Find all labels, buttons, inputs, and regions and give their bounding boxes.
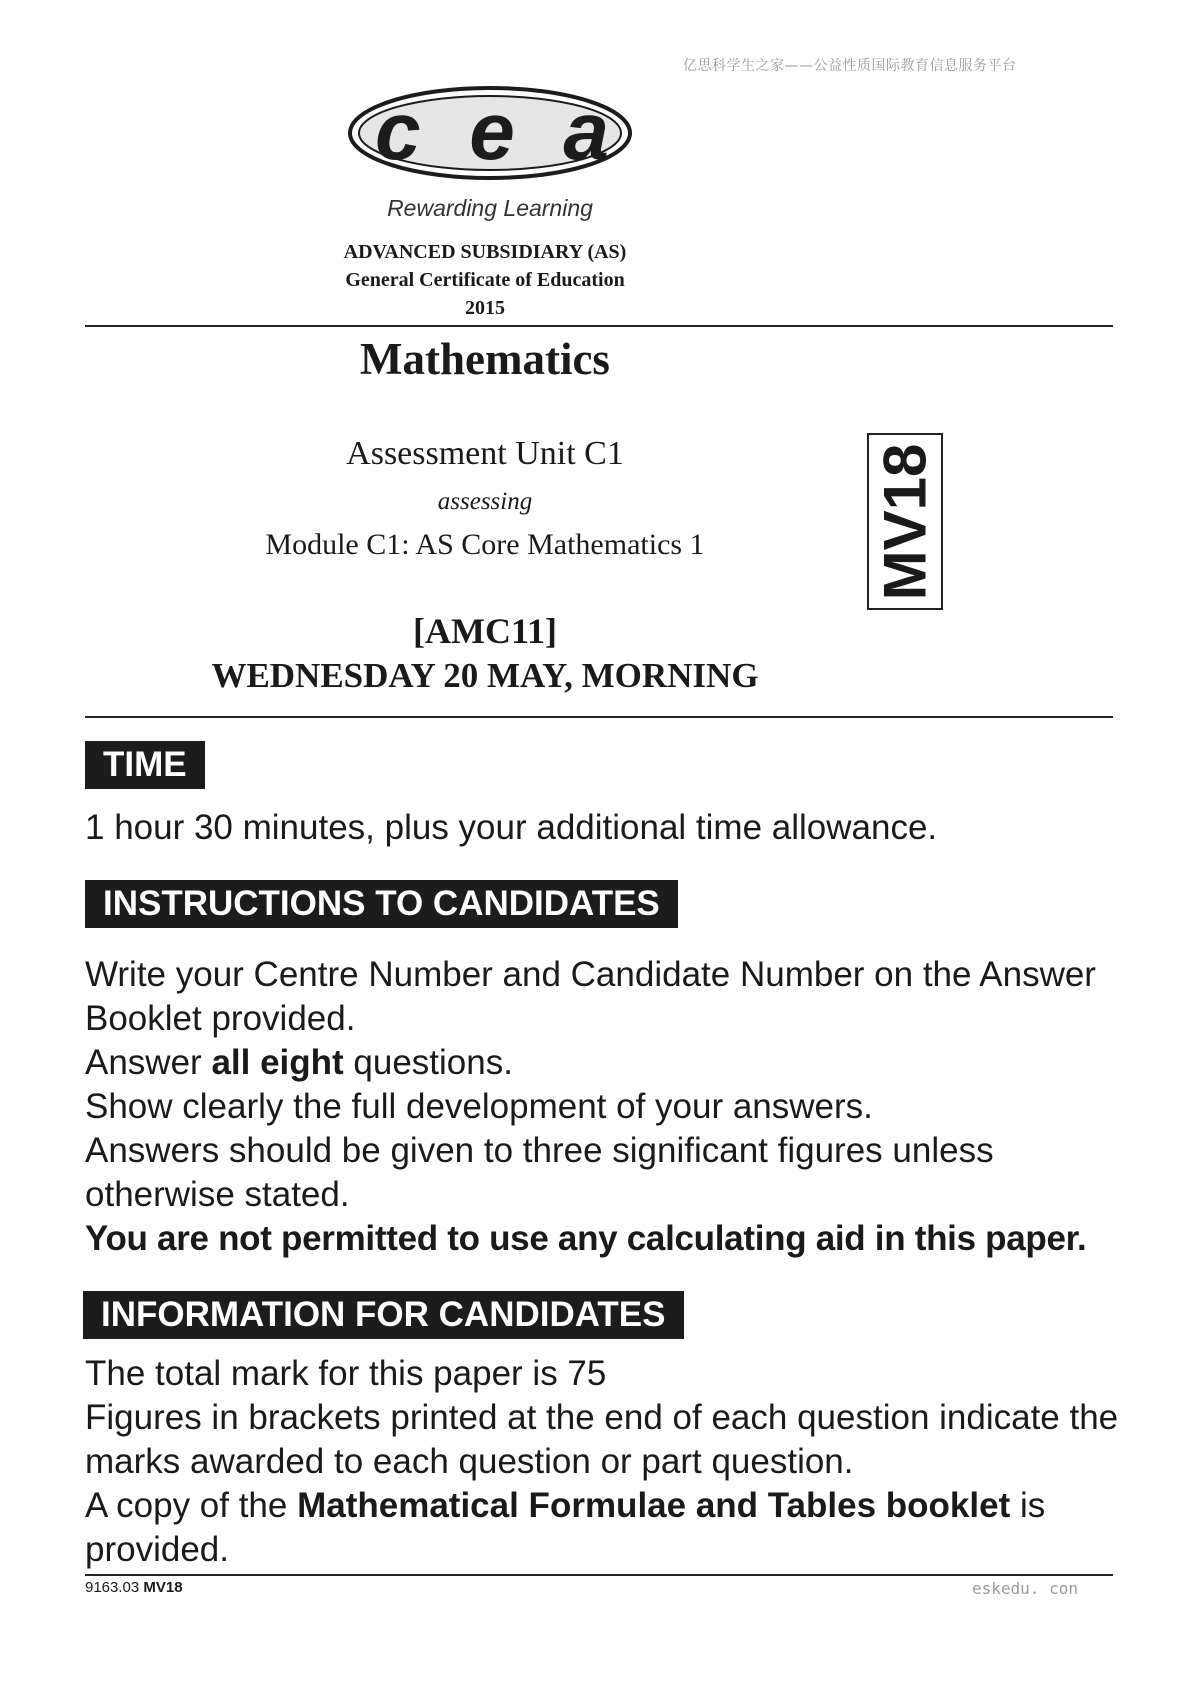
information-heading: INFORMATION FOR CANDIDATES (83, 1291, 684, 1339)
divider-bottom (85, 1574, 1113, 1576)
qualification-certificate: General Certificate of Education (345, 269, 625, 291)
assessing-label: assessing (437, 488, 533, 515)
information-line: A copy of the Mathematical Formulae and Tables booklet is provided. (85, 1486, 1046, 1569)
cea-logo (345, 83, 635, 183)
watermark-bottom: eskedu. con (972, 1579, 1078, 1598)
paper-code-box (867, 433, 943, 610)
footer-code: 9163.03 MV18 (85, 1579, 183, 1596)
time-heading: TIME (85, 741, 205, 789)
module-title: Module C1: AS Core Mathematics 1 (265, 528, 705, 561)
instructions-heading: INSTRUCTIONS TO CANDIDATES (85, 880, 678, 928)
exam-date: WEDNESDAY 20 MAY, MORNING (211, 656, 759, 695)
divider-top (85, 325, 1113, 327)
information-line: Figures in brackets printed at the end of each question indicate the marks awarded to each question or part question. (85, 1398, 1119, 1481)
paper-code: MV18 (871, 443, 939, 600)
instructions-list (85, 953, 1125, 1261)
divider-middle (85, 716, 1113, 718)
time-text: 1 hour 30 minutes, plus your additional time allowance. (85, 808, 938, 847)
instruction-line: Show clearly the full development of your answers. (85, 1087, 873, 1126)
qualification-level: ADVANCED SUBSIDIARY (AS) (343, 241, 627, 263)
svg-text:cea: cea (375, 86, 605, 177)
instruction-line: You are not permitted to use any calculating aid in this paper. (85, 1219, 1087, 1258)
exam-year: 2015 (465, 297, 505, 319)
instruction-line: Answer all eight questions. (85, 1043, 513, 1082)
information-line: The total mark for this paper is 75 (85, 1354, 607, 1393)
information-list (85, 1352, 1125, 1572)
logo-tagline: Rewarding Learning (387, 195, 593, 221)
paper-reference: [AMC11] (413, 611, 557, 651)
instruction-line: Write your Centre Number and Candidate Number on the Answer Booklet provided. (85, 955, 1096, 1038)
assessment-unit: Assessment Unit C1 (346, 435, 624, 472)
watermark-top: 亿思科学生之家——公益性质国际教育信息服务平台 (683, 58, 1017, 74)
instruction-line: Answers should be given to three significant figures unless otherwise stated. (85, 1131, 994, 1214)
subject-title: Mathematics (360, 334, 610, 384)
